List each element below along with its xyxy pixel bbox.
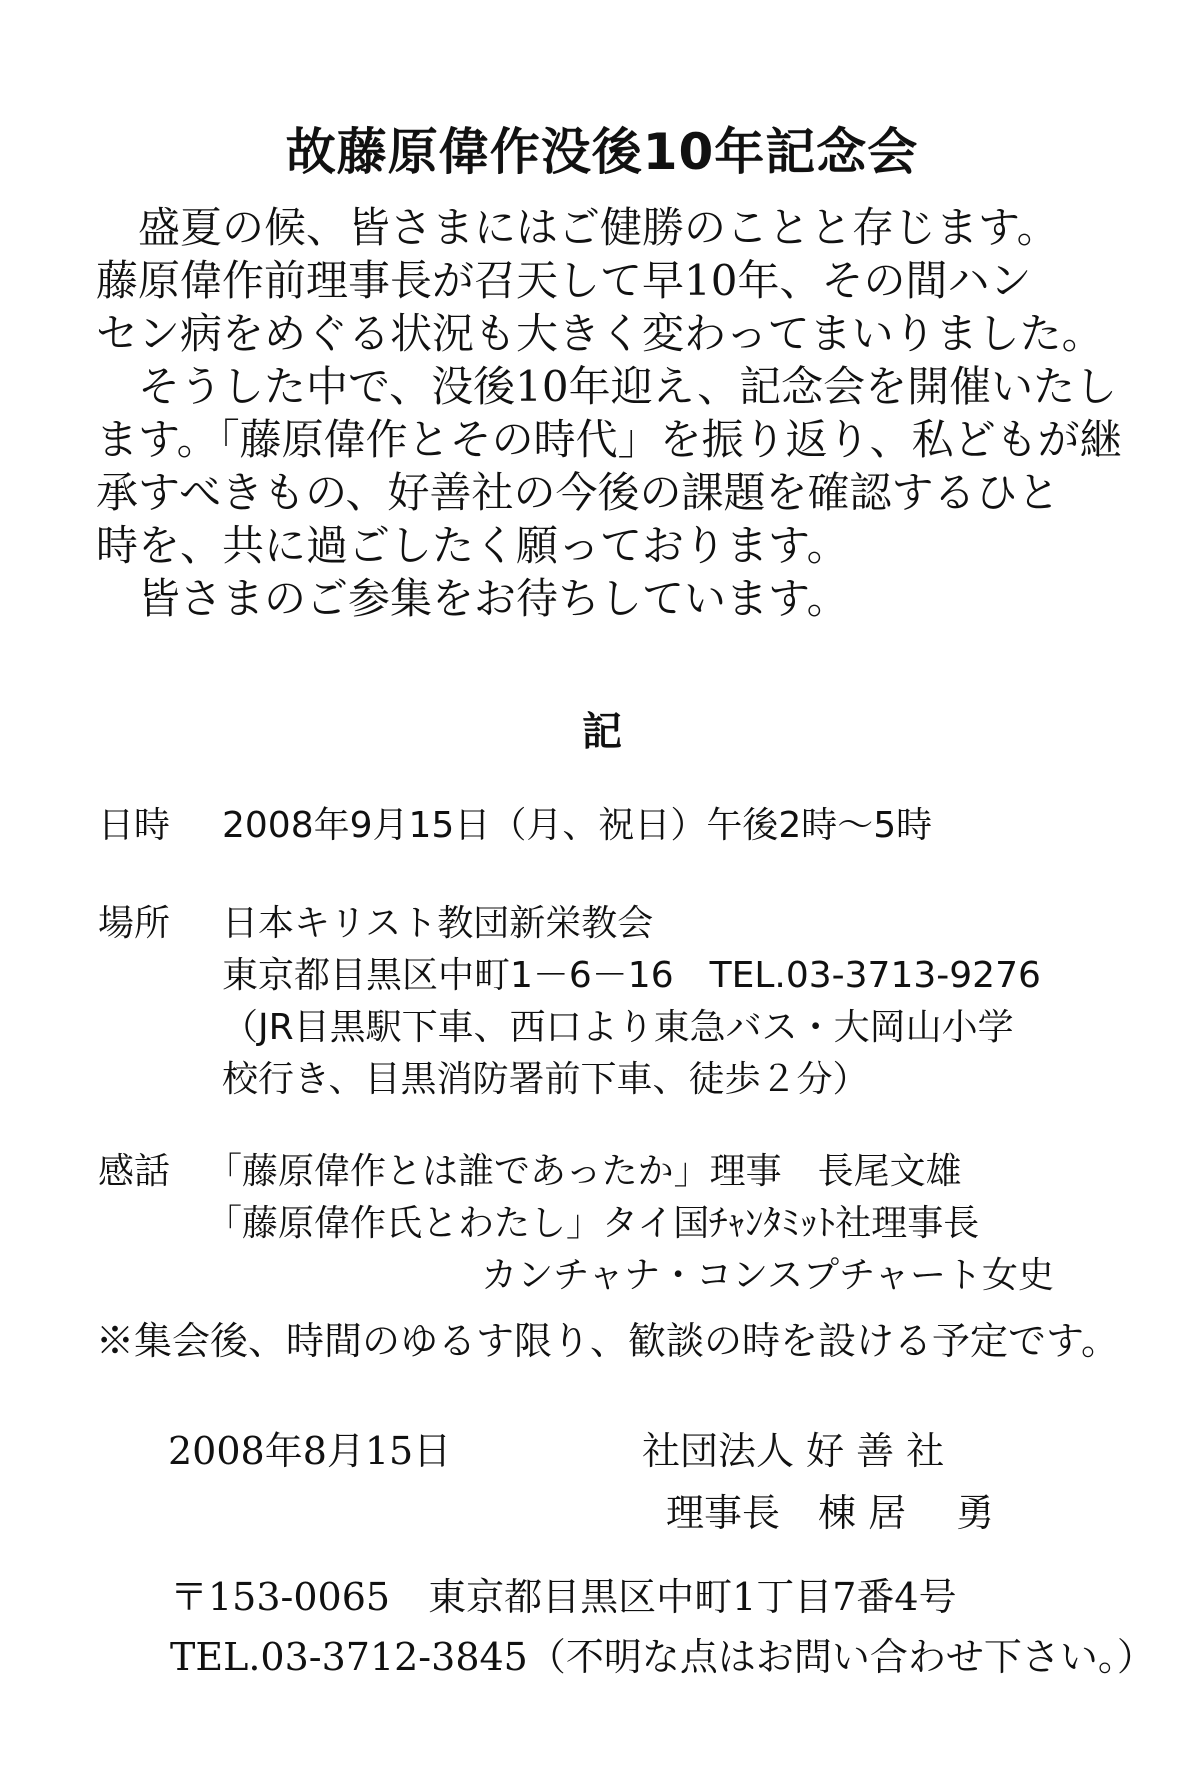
talk-label: 感話	[98, 1151, 171, 1192]
place-line: 校行き、目黒消防署前下車、徒歩２分）	[222, 1059, 869, 1100]
talk-line: 「藤原偉作氏とわたし」タイ国ﾁｬﾝﾀﾐｯﾄ社理事長	[206, 1203, 980, 1244]
body-line: 時を、共に過ごしたく願っております。	[96, 521, 849, 570]
postal-address: 〒153-0065 東京都目黒区中町1丁目7番4号	[170, 1575, 957, 1619]
body-line: 盛夏の候、皆さまにはご健勝のことと存じます。	[96, 203, 1059, 252]
representative: 理事長 棟 居 勇	[666, 1491, 995, 1535]
talk-line: カンチャナ・コンスプチャート女史	[481, 1255, 1054, 1296]
body-line: 皆さまのご参集をお待ちしています。	[96, 574, 849, 623]
body-line: セン病をめぐる状況も大きく変わってまいりました。	[96, 309, 1104, 358]
body-line: 承すべきもの、好善社の今後の課題を確認するひと	[96, 468, 1060, 517]
ki-heading: 記	[582, 709, 622, 755]
organization: 社団法人 好 善 社	[642, 1429, 945, 1473]
note: ※集会後、時間のゆるす限り、歓談の時を設ける予定です。	[96, 1319, 1119, 1363]
page-title: 故藤原偉作没後10年記念会	[285, 123, 919, 181]
place-label: 場所	[98, 903, 171, 944]
issue-date: 2008年8月15日	[168, 1429, 452, 1473]
body-line: 藤原偉作前理事長が召天して早10年、その間ハン	[96, 256, 1032, 305]
contact-tel: TEL.03-3712-3845（不明な点はお問い合わせ下さい。）	[170, 1635, 1155, 1679]
body-line: ます。「藤原偉作とその時代」を振り返り、私どもが継	[96, 415, 1122, 464]
talk-line: 「藤原偉作とは誰であったか」理事 長尾文雄	[206, 1151, 962, 1192]
place-line: 日本キリスト教団新栄教会	[222, 903, 654, 944]
body-line: そうした中で、没後10年迎え、記念会を開催いたし	[96, 362, 1118, 411]
date-label: 日時	[98, 805, 171, 846]
place-line: （JR目黒駅下車、西口より東急バス・大岡山小学	[222, 1007, 1014, 1048]
date-value: 2008年9月15日（月、祝日）午後2時～5時	[222, 805, 933, 846]
place-line: 東京都目黒区中町1－6－16 TEL.03-3713-9276	[222, 955, 1041, 996]
